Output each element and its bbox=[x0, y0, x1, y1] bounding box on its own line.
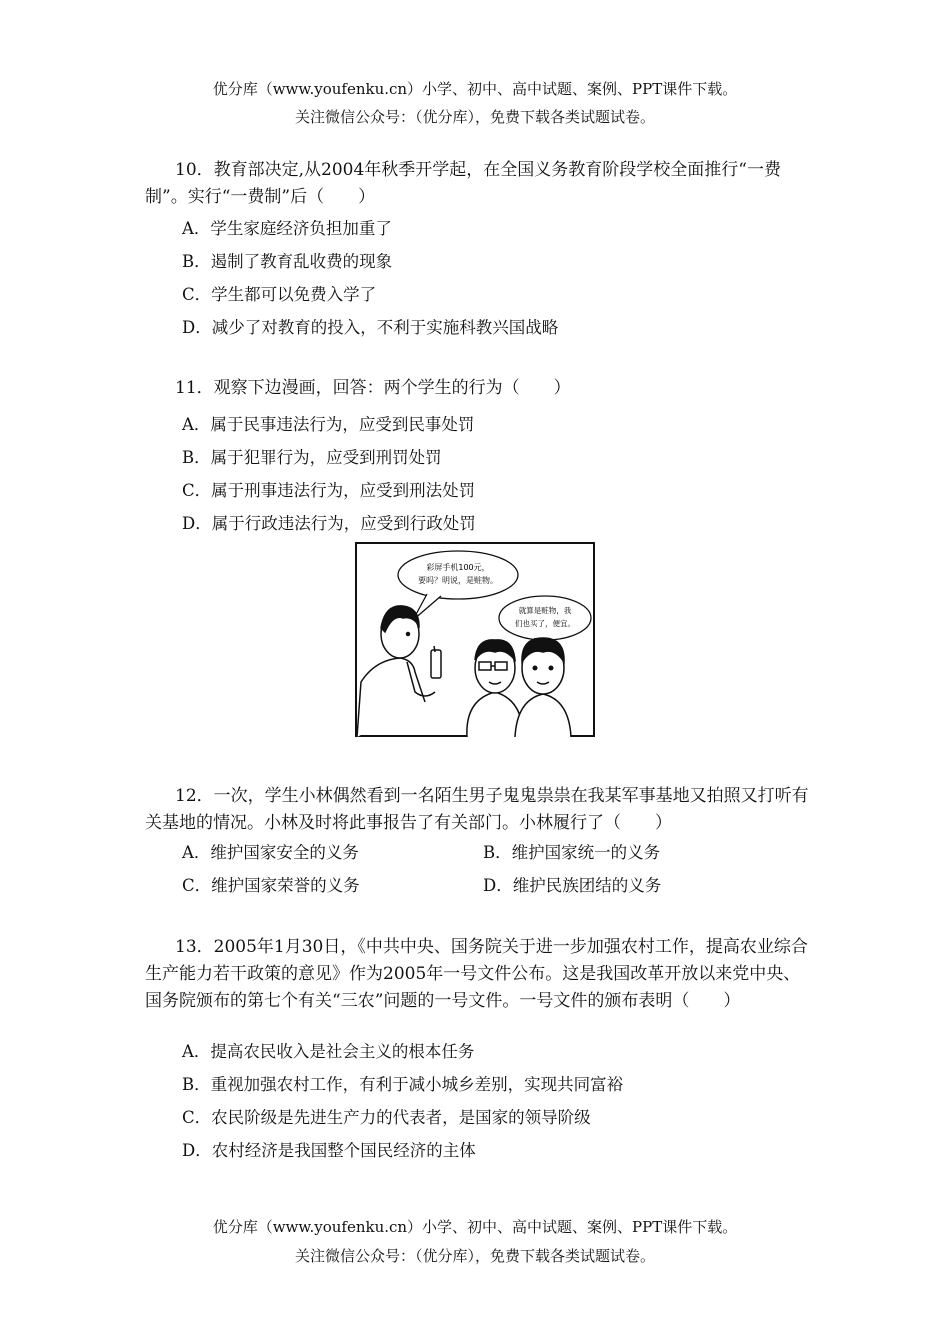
bubble-2-line-1: 就算是赃物，我 bbox=[518, 606, 572, 615]
question-12-option-c: C．维护国家荣誉的义务 bbox=[182, 876, 360, 895]
bubble-1-line-2: 要吗？明说，是赃物。 bbox=[418, 576, 498, 585]
cartoon-illustration bbox=[355, 542, 595, 737]
question-10-option-d: D．减少了对教育的投入，不利于实施科教兴国战略 bbox=[182, 318, 559, 337]
bubble-1-line-1: 彩屏手机100元， bbox=[426, 563, 490, 572]
header-line-2: 关注微信公众号：（优分库），免费下载各类试题试卷。 bbox=[294, 108, 655, 126]
question-12-stem: 12．一次，学生小林偶然看到一名陌生男子鬼鬼祟祟在我某军事基地又拍照又打听有关基地的情况。小林及时将此事报告了有关部门。小林履行了（ ） bbox=[145, 786, 809, 833]
footer-line-1: 优分库（www.youfenku.cn）小学、初中、高中试题、案例、PPT课件下载。 bbox=[212, 1218, 738, 1236]
question-13-option-a: A．提高农民收入是社会主义的根本任务 bbox=[182, 1042, 475, 1061]
question-11-option-c: C．属于刑事违法行为，应受到刑法处罚 bbox=[182, 481, 476, 500]
question-10-option-c: C．学生都可以免费入学了 bbox=[182, 285, 377, 304]
question-12-option-b: B．维护国家统一的义务 bbox=[483, 843, 661, 862]
question-11-stem: 11．观察下边漫画，回答：两个学生的行为（ ） bbox=[175, 378, 571, 398]
question-10-option-a: A．学生家庭经济负担加重了 bbox=[182, 219, 392, 238]
question-13-stem: 13．2005年1月30日，《中共中央、国务院关于进一步加强农村工作，提高农业综合生产能力若干政策的意见》作为2005年一号文件公布。这是我国改革开放以来党中央、国务院颁布的第七个有关“三农”问题的一号文件。一号文件的颁布表明（ ） bbox=[145, 937, 808, 1011]
question-11-option-a: A．属于民事违法行为，应受到民事处罚 bbox=[182, 415, 475, 434]
question-13-option-c: C．农民阶级是先进生产力的代表者，是国家的领导阶级 bbox=[182, 1108, 591, 1127]
question-11-option-b: B．属于犯罪行为，应受到刑罚处罚 bbox=[182, 448, 442, 467]
question-13-option-d: D．农村经济是我国整个国民经济的主体 bbox=[182, 1141, 476, 1160]
question-10-stem: 10．教育部决定,从2004年秋季开学起，在全国义务教育阶段学校全面推行“一费制”。实行“一费制”后（ ） bbox=[145, 160, 781, 207]
bubble-2-line-2: 们也买了，便宜。 bbox=[515, 619, 575, 628]
question-11-option-d: D．属于行政违法行为，应受到行政处罚 bbox=[182, 514, 476, 533]
header-line-1: 优分库（www.youfenku.cn）小学、初中、高中试题、案例、PPT课件下载。 bbox=[212, 80, 738, 98]
question-13-option-b: B．重视加强农村工作，有利于减小城乡差别，实现共同富裕 bbox=[182, 1075, 624, 1094]
question-10-option-b: B．遏制了教育乱收费的现象 bbox=[182, 252, 393, 271]
question-12-option-a: A．维护国家安全的义务 bbox=[182, 843, 359, 862]
question-12-option-d: D．维护民族团结的义务 bbox=[483, 876, 662, 895]
footer-line-2: 关注微信公众号：（优分库），免费下载各类试题试卷。 bbox=[294, 1247, 655, 1265]
